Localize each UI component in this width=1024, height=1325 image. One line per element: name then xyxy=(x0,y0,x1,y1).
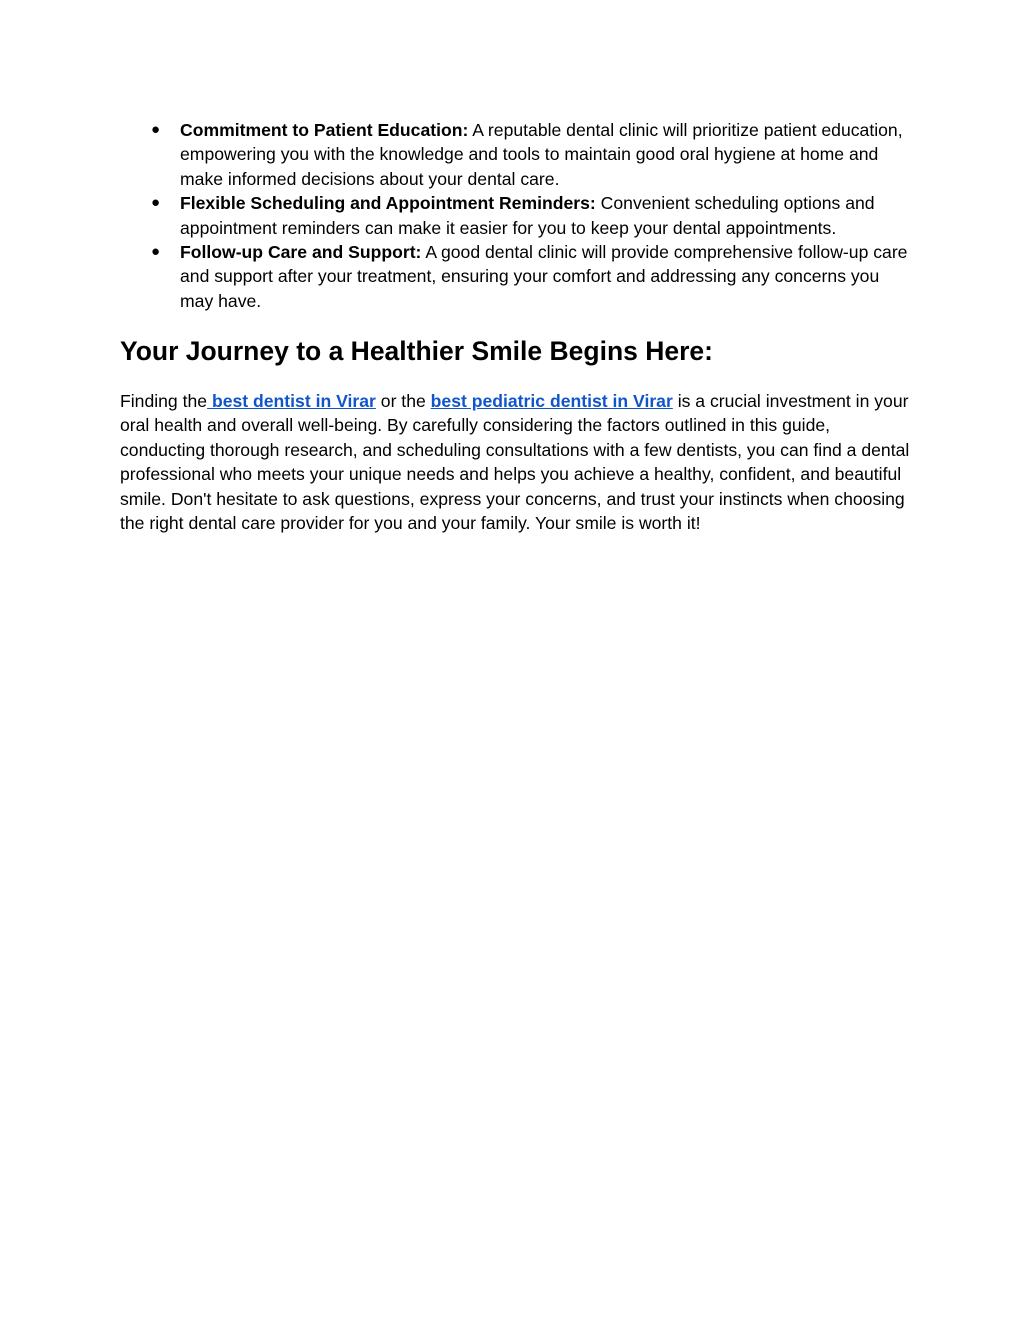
bullet-text: A reputable dental clinic will prioritize patient education, empowering you with the knowledge and tools to maintain good oral hygiene at home and make informed decisions about your dental care. xyxy=(180,120,903,189)
bullet-dot: ● xyxy=(151,243,161,261)
bullet-dot: ● xyxy=(151,121,161,138)
bullet-title: Commitment to Patient Education: xyxy=(180,120,469,140)
best-pediatric-dentist-link[interactable]: best pediatric dentist in Virar xyxy=(430,391,673,411)
bullet-title: Follow-up Care and Support: xyxy=(180,242,422,263)
section-heading: Your Journey to a Healthier Smile Begins Here: xyxy=(120,336,713,366)
bullet-item-follow-up-care xyxy=(120,240,910,313)
best-dentist-link[interactable]: best dentist in Virar xyxy=(207,391,376,411)
bullet-title: Flexible Scheduling and Appointment Reminders: xyxy=(180,193,596,214)
bullet-text: A good dental clinic will provide comprehensive follow-up care and support after your treatment, ensuring your comfort and addressing any concerns you may have. xyxy=(180,242,908,311)
closing-paragraph xyxy=(120,389,910,535)
bullet-dot: ● xyxy=(151,194,161,212)
paragraph-text-middle: or the xyxy=(375,391,431,411)
bullet-list xyxy=(120,118,910,313)
bullet-item-flexible-scheduling xyxy=(120,191,910,240)
bullet-text: Convenient scheduling options and appointment reminders can make it easier for you to keep your dental appointments. xyxy=(180,193,875,238)
paragraph-text-end: is a crucial investment in your oral health and overall well-being. By carefully considering the factors outlined in this guide, conducting thorough research, and scheduling consultations with a few dentists, you can find a dental professional who meets your unique needs and helps you achieve a healthy, confident, and beautiful smile. Don't hesitate to ask questions, express your concerns, and trust your instincts when choosing the right dental care provider for you and your family. Your smile is worth it! xyxy=(120,391,910,534)
paragraph-text-start: Finding the xyxy=(120,391,208,411)
bullet-item-patient-education xyxy=(120,118,910,191)
